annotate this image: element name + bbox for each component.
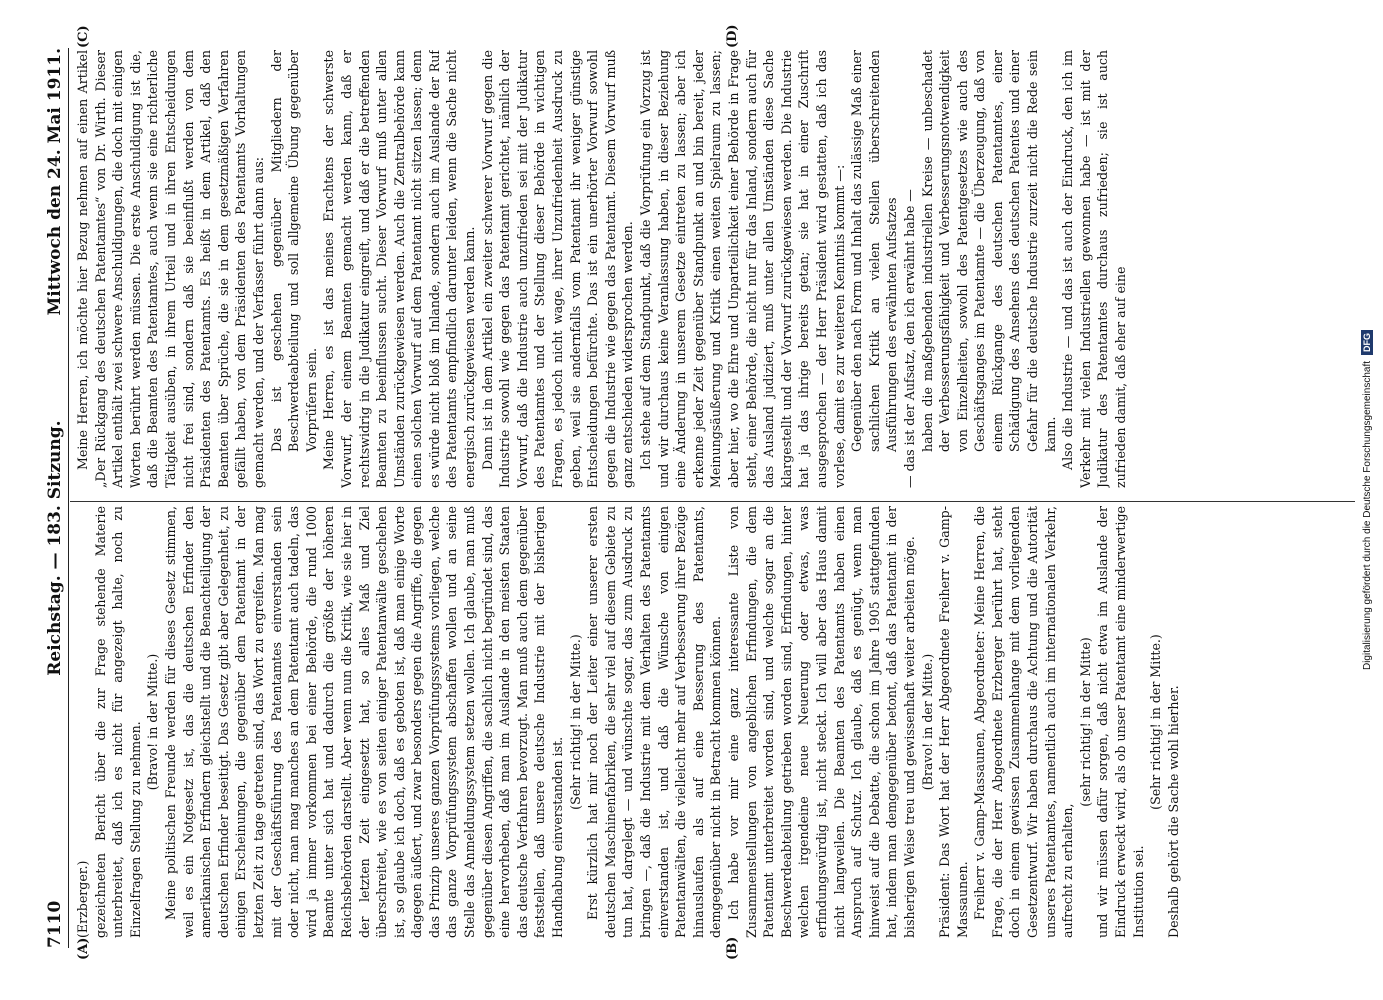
right-column-paragraph: Meine Herren, ich möchte hier Bezug nehmen auf einen Artikel „Der Rückgang des deutschen Patentamtes“ von Dr. Wirth. Dieser Artikel enthält zwei schwere Anschuldigungen, die doch mit einigen Worten berührt werden müssen. Die erste Anschuldigung ist die, daß die Beamten des Patentamtes, auch wenn sie eine richterliche Tätigkeit ausüben, in ihrem Urteil und in ihren Entscheidungen nicht frei sind, sondern daß sie beeinflußt werden von dem Präsidenten des Patentamts. Es heißt in dem Artikel, daß den Beamten über Sprüche, die sie in dem gesetzmäßigen Verfahren gefällt haben, von dem Präsidenten des Patentamts Vorhaltungen gemacht werden, und der Verfasser führt dann aus: [75, 50, 266, 488]
left-column-paragraph: (Sehr richtig! in der Mitte.) [1148, 634, 1164, 810]
dfg-logo: DFG [1361, 330, 1373, 355]
right-column-paragraph: Meine Herren, es ist das meines Erachtens der schwerste Vorwurf, der einem Beamten gemacht werden kann, daß er rechtswidrig in die Judikatur eingreift, und daß er die betreffenden Beamten zu beeinflussen sucht. Dieser Vorwurf muß unter allen Umständen zurückgewiesen werden. Auch die Zentralbehörde kann einen solchen Vorwurf auf dem Patentamt nicht sitzen lassen; denn es würde nicht bloß im Inlande, sondern auch im Auslande der Ruf des Patentamts empfindlich darunter leiden, wenn die Sache nicht energisch zurückgewiesen werden kann. [321, 50, 478, 488]
left-column-paragraph: Erst kürzlich hat mir noch der Leiter einer unserer ersten deutschen Maschinenfabriken, die sehr viel auf diesem Gebiete zu tun hat, dargelegt — und wünschte sogar, das zum Ausdruck zu bringen —, daß die Industrie mit dem Verhalten des Patentamts einverstanden ist, und daß die Wünsche von einigen Patentanwälten, die vielleicht mehr auf Verbesserung ihrer Bezüge hinauslaufen als auf eine Besserung des Patentamts, demgegenüber nicht in Betracht kommen können. [585, 506, 724, 938]
footer-text: Digitalisierung gefördert durch die Deutsche Forschungsgemeinschaft [1361, 360, 1373, 671]
left-column-paragraph: Deshalb gehört die Sache wohl hierher. [1165, 685, 1181, 938]
right-column-paragraph: Gegenüber den nach Form und Inhalt das zulässige Maß einer sachlichen Kritik an vielen Stellen überschreitenden Ausführungen des erwähnten Aufsatzes [849, 50, 900, 452]
column-divider [70, 501, 1355, 502]
session-title: Reichstag. — 183. Sitzung. [45, 420, 65, 676]
left-column-paragraph: (sehr richtig! in der Mitte) [1077, 637, 1093, 807]
left-column-paragraph: Ich habe vor mir eine ganz interessante Liste von Zusammenstellungen von angeblichen Erfindungen, die dem Patentamt unterbreitet worden sind, und welche sogar an die Beschwerdeabteilung getrieben worden sind, Erfindungen, hinter welchen irgendeine neue Neuerung oder etwas, was erfindungswürdig ist, nicht steckt. Ich will aber das Haus damit nicht langweilen. Die Beamten des Patentamts haben einen Anspruch auf Schutz. Ich glaube, daß es genügt, wenn man hinweist auf die Debatte, die schon im Jahre 1905 stattgefunden hat, indem man demgegenüber betont, daß das Patentamt in der bisherigen Weise treu und gewissenhaft weiter arbeiten möge. [725, 506, 917, 938]
page-number: 7110 [45, 900, 65, 948]
margin-marker-a: (A) [76, 937, 91, 960]
left-column-paragraph: Präsident: Das Wort hat der Herr Abgeordnete Freiherr v. Gamp-Massaunen. [937, 506, 970, 938]
right-column-paragraph: Dann ist in dem Artikel ein zweiter schwerer Vorwurf gegen die Industrie sowohl wie gegen das Patentamt gerichtet, nämlich der Vorwurf, daß die Industrie auch unzufrieden sei mit der Judikatur des Patentamtes und der Stellung dieser Behörde in wichtigen Fragen, es jedoch nicht wage, ihrer Unzufriedenheit Ausdruck zu geben, weil sie andernfalls vom Patentamt ihr weniger günstige Entscheidungen befürchte. Das ist ein unerhörter Vorwurf sowohl gegen die Industrie wie gegen das Patentamt. Diesem Vorwurf muß ganz entschieden widersprochen werden. [479, 50, 636, 488]
left-column-paragraph: gezeichneten Bericht über die zur Frage stehende Materie unterbreitet, daß ich es nicht für angezeigt halte, noch zu Einzelfragen Stellung zu nehmen. [92, 506, 143, 938]
right-column [74, 50, 1343, 488]
session-date: Mittwoch den 24. Mai 1911. [45, 48, 65, 316]
margin-marker-d: (D) [725, 24, 740, 48]
page-header [42, 48, 69, 948]
right-column-paragraph: Also die Industrie — und das ist auch der Eindruck, den ich im Verkehr mit vielen Industriellen gewonnen habe — ist mit der Judikatur des Patentamtes durchaus zufrieden; sie ist auch zufrieden damit, daß eher auf eine [1060, 50, 1129, 488]
digitization-footer [1355, 0, 1379, 1000]
left-column-paragraph: (Sehr richtig! in der Mitte.) [567, 634, 583, 810]
right-column-paragraph: Das ist geschehen gegenüber Mitgliedern der Beschwerdeabteilung und soll allgemeine Übung gegenüber Vorprüfern sein. [268, 50, 319, 452]
left-column-paragraph: Meine politischen Freunde werden für dieses Gesetz stimmen, weil es ein Notgesetz ist, das die deutschen Erfinder den amerikanischen Erfindern gleichstellt und die Benachteiligung der deutschen Erfinder beseitigt. Das Gesetz gibt aber Gelegenheit, zu einigen Erscheinungen, die gegenüber dem Patentamt in der letzten Zeit zu tage getreten sind, das Wort zu ergreifen. Man mag mit der Geschäftsführung des Patentamtes einverstanden sein oder nicht, man mag manches an dem Patentamt auch tadeln, das wird ja immer vorkommen bei einer Behörde, die rund 1000 Beamte unter sich hat und dadurch die größte der höheren Reichsbehörden darstellt. Aber wenn nun die Kritik, wie sie hier in der letzten Zeit eingesetzt hat, so alles Maß und Ziel überschreitet, wie es von seiten einiger Patentanwälte geschehen ist, so glaube ich doch, daß es geboten ist, daß man einige Worte dagegen äußert, und zwar besonders gegen die Angriffe, die gegen das Prinzip unseres ganzen Vorprüfungssystems vorliegen, welche das ganze Vorprüfungssystem abschaffen wollen und an seine Stelle das Anmeldungssystem setzen wollen. Ich glaube, man muß gegenüber diesen Angriffen, die sachlich nicht begründet sind, das eine hervorheben, daß man im Auslande in den meisten Staaten das deutsche Verfahren bevorzugt. Man muß auch dem gegenüber feststellen, daß unsere deutsche Industrie mit der bisherigen Handhabung einverstanden ist. [162, 506, 566, 938]
left-column-paragraph: (Bravo! in der Mitte.) [145, 653, 161, 791]
left-column-paragraph: (Erzberger.) [75, 860, 90, 938]
left-column-paragraph: (Bravo! in der Mitte.) [919, 653, 935, 791]
margin-marker-c: (C) [76, 25, 91, 48]
left-column-paragraph: Freiherr v. Gamp-Massaunen, Abgeordneter: Meine Herren, die Frage, die der Herr Abgeordnete Erzberger berührt hat, steht doch in einem gewissen Zusammenhange mit dem vorliegenden Gesetzentwurf. Wir haben durchaus die Achtung und die Autorität unseres Patentamtes, namentlich auch im internationalen Verkehr, aufrecht zu erhalten, [972, 506, 1076, 938]
margin-marker-b: (B) [725, 936, 740, 960]
left-column-paragraph: und wir müssen dafür sorgen, daß nicht etwa im Auslande der Eindruck erweckt wird, als ob unser Patentamt eine minderwertige Institution sei. [1095, 506, 1146, 938]
left-column [74, 506, 1343, 938]
right-column-paragraph: Ich stehe auf dem Standpunkt, daß die Vorprüfung ein Vorzug ist und wir durchaus keine Veranlassung haben, in dieser Beziehung eine Änderung in unserem Gesetze eintreten zu lassen; aber ich erkenne jeder Zeit gegenüber Standpunkt an und bin bereit, jeder Meinungsäußerung und Kritik einen weiten Spielraum zu lassen; aber hier, wo die Ehre und Unparteilichkeit einer Behörde in Frage steht, einer Behörde, die nicht nur für das Inland, sondern auch für das Ausland judiziert, muß unter allen Umständen diese Sache klargestellt und der Vorwurf zurückgewiesen werden. Die Industrie hat ja das ihrige bereits getan; sie hat in einer Zuschrift ausgesprochen — der Herr Präsident wird gestatten, daß ich das vorlese, damit es zur weiteren Kenntnis kommt —: [638, 50, 847, 488]
right-column-paragraph: haben die maßgebenden industriellen Kreise — unbeschadet der Verbesserungsfähigkeit und Verbesserungsnotwendigkeit von Einzelheiten, sowohl des Patentgesetzes wie auch des Geschäftsganges im Patentamte — die Überzeugung, daß von einem Rückgange des deutschen Patentamtes, einer Schädigung des Ansehens des deutschen Patentes und einer Gefahr für die deutsche Industrie zurzeit nicht die Rede sein kann. [919, 50, 1058, 452]
right-column-paragraph: — das ist der Aufsatz, den ich erwähnt habe — [901, 189, 917, 488]
